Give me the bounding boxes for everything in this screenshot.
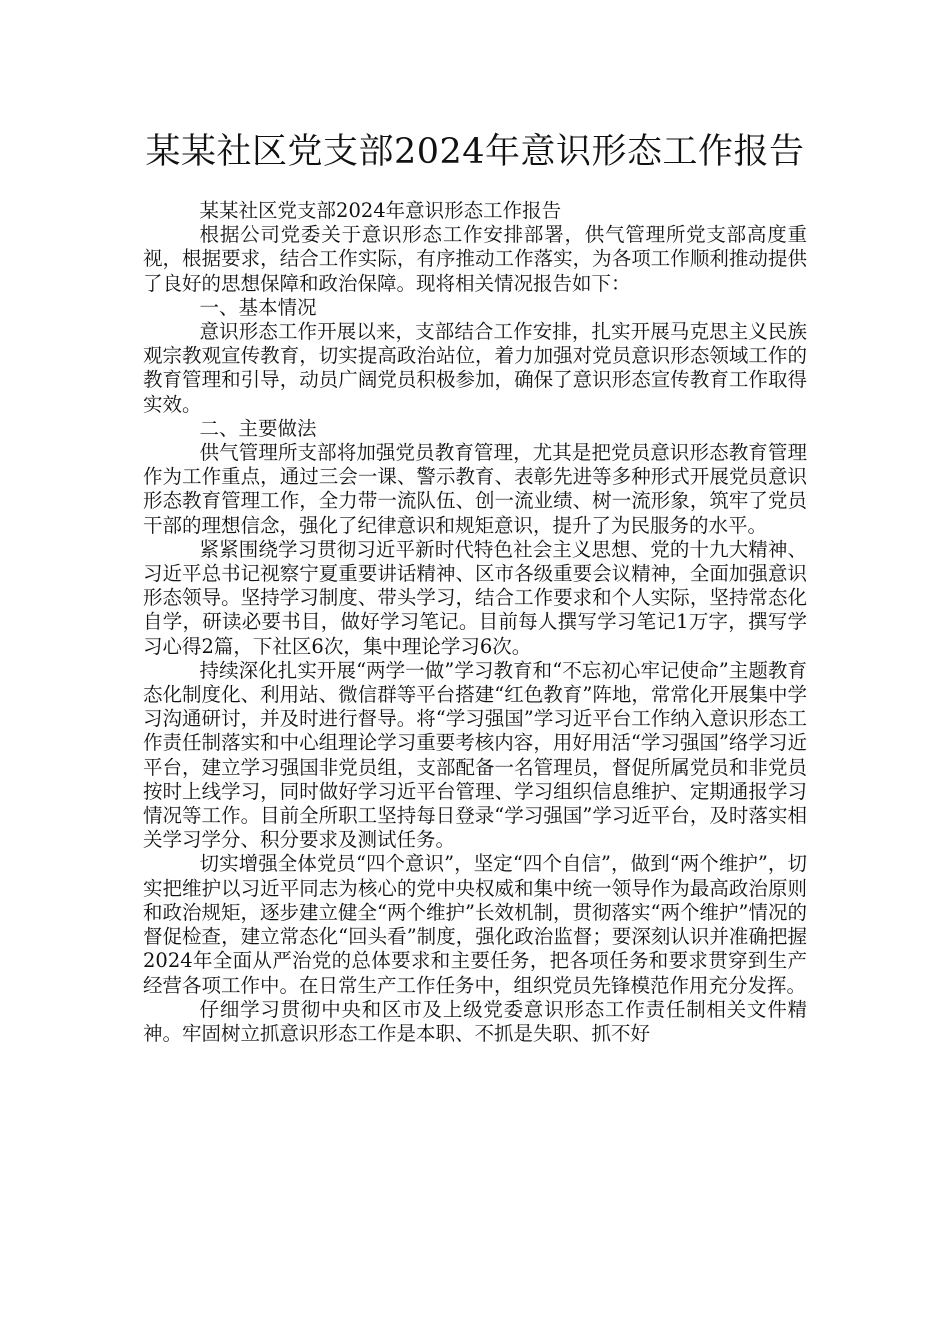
paragraph-practice-2: 紧紧围绕学习贯彻习近平新时代特色社会主义思想、党的十九大精神、习近平总书记视察宁夏重要讲话精神、区市各级重要会议精神，全面加强意识形态领导。坚持学习制度、带头学习，结合工作要求和个人实际，坚持常态化自学，研读必要书目，做好学习笔记。目前每人撰写学习笔记1万字，撰写学习心得2篇，下社区6次，集中理论学习6次。 — [143, 537, 807, 658]
paragraph-basic-situation: 意识形态工作开展以来，支部结合工作安排，扎实开展马克思主义民族观宗教观宣传教育，切实提高政治站位，着力加强对党员意识形态领域工作的教育管理和引导，动员广阔党员积极参加，确保了意识形态宣传教育工作取得实效。 — [143, 320, 807, 416]
section-heading-practices: 二、主要做法 — [199, 416, 317, 440]
paragraph-practice-4: 切实增强全体党员“四个意识”，坚定“四个自信”，做到“两个维护”，切实把维护以习近平同志为核心的党中央权威和集中统一领导作为最高政治原则和政治规矩，逐步建立健全“两个维护”长效机制，贯彻落实“两个维护”情况的督促检查，建立常态化“回头看”制度，强化政治监督；要深刻认识并准确把握2024年全面从严治党的总体要求和主要任务，把各项任务和要求贯穿到生产经营各项工作中。在日常生产工作任务中，组织党员先锋模范作用充分发挥。 — [143, 852, 807, 997]
document-body — [143, 199, 807, 1046]
paragraph-practice-5: 仔细学习贯彻中央和区市及上级党委意识形态工作责任制相关文件精神。牢固树立抓意识形态工作是本职、不抓是失职、抓不好 — [143, 997, 807, 1045]
document-title: 某某社区党支部2024年意识形态工作报告 — [145, 132, 805, 172]
paragraph-subtitle: 某某社区党支部2024年意识形态工作报告 — [199, 199, 562, 222]
paragraph-intro: 根据公司党委关于意识形态工作安排部署，供气管理所党支部高度重视，根据要求，结合工作实际，有序推动工作落实，为各项工作顺利推动提供了良好的思想保障和政治保障。现将相关情况报告如下： — [143, 223, 807, 295]
section-heading-basic: 一、基本情况 — [199, 295, 317, 319]
paragraph-practice-1: 供气管理所支部将加强党员教育管理，尤其是把党员意识形态教育管理作为工作重点，通过三会一课、警示教育、表彰先进等多种形式开展党员意识形态教育管理工作，全力带一流队伍、创一流业绩、树一流形象，筑牢了党员干部的理想信念，强化了纪律意识和规矩意识，提升了为民服务的水平。 — [143, 441, 807, 537]
paragraph-practice-3: 持续深化扎实开展“两学一做”学习教育和“不忘初心牢记使命”主题教育态化制度化、利用站、微信群等平台搭建“红色教育”阵地，常常化开展集中学习沟通研讨，并及时进行督导。将“学习强国”学习近平台工作纳入意识形态工作责任制落实和中心组理论学习重要考核内容，用好用活“学习强国”络学习近平台，建立学习强国非党员组，支部配备一名管理员，督促所属党员和非党员按时上线学习，同时做好学习近平台管理、学习组织信息维护、定期通报学习情况等工作。目前全所职工坚持每日登录“学习强国”学习近平台，及时落实相关学习学分、积分要求及测试任务。 — [143, 658, 807, 852]
